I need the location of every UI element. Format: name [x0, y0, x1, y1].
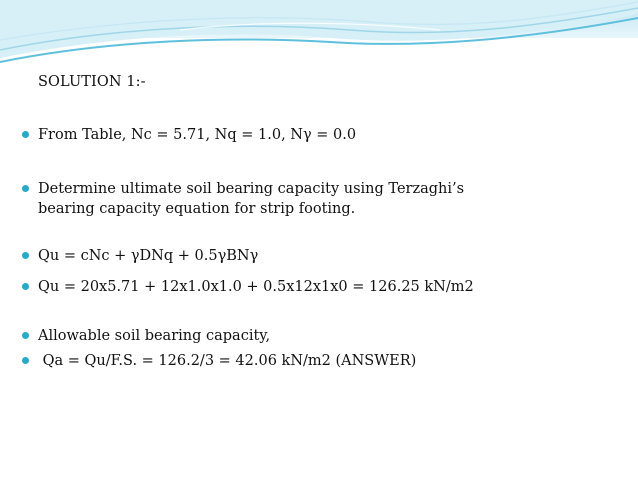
bullet-item-qa-answer [22, 351, 416, 371]
bullet-icon [22, 357, 29, 364]
bullet-icon [22, 283, 29, 290]
bullet-text: Qu = 20x5.71 + 12x1.0x1.0 + 0.5x12x1x0 = 126.25 kN/m2 [38, 279, 474, 295]
bullet-text: Determine ultimate soil bearing capacity using Terzaghi’s bearing capacity equation for strip footing. [38, 181, 469, 217]
bullet-item-qu-formula [22, 246, 258, 266]
solution-heading: SOLUTION 1:- [38, 74, 146, 90]
bullet-item-qu-calculation [22, 277, 474, 297]
bullet-icon [22, 185, 29, 192]
bullet-item-allowable-capacity [22, 326, 270, 346]
bullet-icon [22, 252, 29, 259]
bullet-text: Allowable soil bearing capacity, [38, 328, 271, 344]
bullet-item-table-values [22, 125, 356, 145]
bullet-icon [22, 131, 29, 138]
bullet-text: Qa = Qu/F.S. = 126.2/3 = 42.06 kN/m2 (ANSWER) [38, 353, 417, 369]
bullet-icon [22, 332, 29, 339]
bullet-text: Qu = cNc + γDNq + 0.5γBNγ [38, 248, 259, 264]
bullet-text: From Table, Nc = 5.71, Nq = 1.0, Nγ = 0.0 [38, 127, 357, 143]
bullet-item-determine-capacity [22, 179, 518, 219]
